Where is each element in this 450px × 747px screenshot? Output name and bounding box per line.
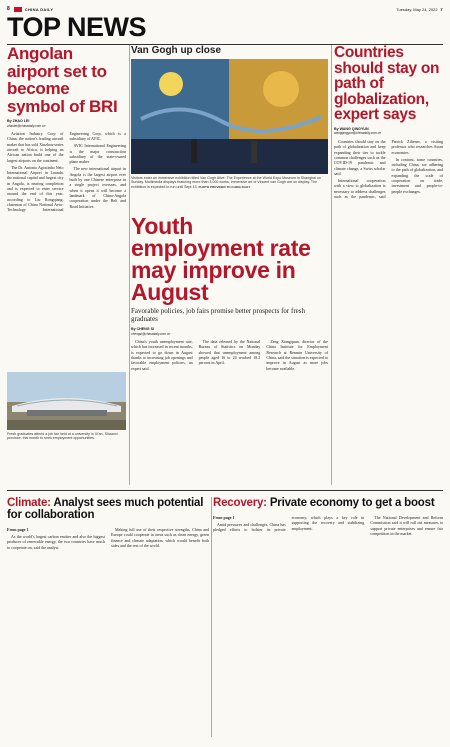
issue-date: Tuesday, May 24, 2022 [396,6,438,12]
edition-mark: T [440,6,443,12]
youth-paragraph: The data released by the National Bureau of Statistics on Monday showed that unemployment among people aged 16 to 24 reached 18.2 percent in April. [198,339,261,366]
climate-paragraph: Making full use of their respective strengths, China and Europe could cooperate in areas such as clean energy, green finance and climate adaptation, which would benefit both sides and the rest of the world. [111,527,209,549]
vangogh-photo [131,59,328,174]
youth-author: By CHENG SI [131,327,154,331]
recovery-headline[interactable] [213,497,443,509]
vangogh-title[interactable]: Van Gogh up close [131,45,222,56]
climate-headline-text: Analyst sees much potential for collaboration [7,497,204,521]
countries-headline[interactable]: Countries should stay on path of globalization, expert says [334,44,440,124]
section-rule [7,490,443,491]
angola-author: By ZHAO LEI [7,119,30,123]
china-daily-logo [14,7,22,12]
angola-headline[interactable]: Angolan airport set to become symbol of BRI [7,44,118,116]
countries-paragraph: International cooperation with a view to globalization is necessary to address challenges such as the pandemic, said Patrick Ziltener, a visiting professor who researches Asian economies. [334,138,443,199]
section-title: TOP NEWS [7,12,147,42]
countries-byline [334,127,443,136]
climate-article [7,497,209,737]
recovery-headline-text: Private economy to get a boost [266,497,435,509]
youth-byline [131,327,328,336]
angola-paragraph: The new international airport in Angola is the largest airport ever built by one Chinese enterprise in a single project overseas, and when it opens it will become a landmark of China-Angola cooperation under the Belt and Road Initiative. [69,166,126,209]
youth-email[interactable]: chengsi@chinadaily.com.cn [131,331,171,336]
page-number: 8 [7,6,10,12]
angola-paragraph: AVIC International Engineering is the major construction subsidiary of the state-owned plane maker. [69,143,126,165]
column-divider [211,497,212,737]
climate-headline[interactable] [7,497,209,521]
recovery-paragraph: The National Development and Reform Commission said it will roll out measures to support private enterprises and ensure fair competition in the market. [370,515,443,537]
vangogh-caption-text: Visitors enter an immersive exhibition titled Van Gogh Alive: The Experience at the World Expo Museum in Shanghai on Sunday. Multimedia displays featuring more than 3,000 works, immersive art of Vincent van Gogh are on display. The exhibition is expected to run until Sept 13. [131,176,321,189]
recovery-article [213,497,443,735]
recovery-paragraph: Amid pressures and challenges, China has pledged efforts to bolster its private economy, which plays a key role in supporting the recovery and stabilizing employment. [213,515,365,533]
airport-photo-caption [7,432,126,441]
recovery-headline-label: Recovery: [213,497,267,509]
youth-headline[interactable]: Youth employment rate may improve in August [131,213,311,305]
countries-body [334,139,443,479]
climate-from-page: From page 1 [7,527,29,532]
angola-paragraph: Aviation Industry Corp of China, the nation's leading aircraft maker that has sold Xinzhou-series aircraft to Africa, is helping an African nation build one of the largest airports on the continent. [7,131,64,163]
vangogh-credit: PHOTO PROVIDED TO CHINA DAILY [198,184,251,189]
recovery-from-page: From page 1 [213,515,235,520]
countries-paragraph: Countries should stay on the path of globalization and keep expanding their ties to tackle common challenges such as the COVID-19 pandemic and climate change, a Swiss scholar said. [334,138,386,177]
climate-paragraph: As the world's largest carbon emitter and also the biggest producer of renewable energy, the two countries have much to cooperate on, said the analyst. [7,533,105,550]
youth-paragraph: China's youth unemployment rate, which has increased in recent months, is expected to go down in August thanks to increasing job openings and favorable employment policies, an expert said. [131,339,193,371]
youth-paragraph: Zeng Xiangquan, director of the China Institute for Employment Research at Renmin University of China, said the situation is expected to improve in August as more jobs become available. [266,339,328,371]
airport-photo [7,372,126,430]
youth-deck: Favorable policies, job fairs promise better prospects for fresh graduates [131,307,305,323]
climate-headline-label: Climate: [7,497,51,509]
column-divider [331,45,332,485]
angola-byline [7,119,126,128]
airport-photo-image [7,372,126,430]
countries-email[interactable]: wangqingyun@chinadaily.com.cn [334,131,382,136]
countries-paragraph: In contrast, some countries, including China, are adhering to the path of globalization, and expanding the scale of cooperation on trade, investment and people-to-people exchanges. [391,156,443,194]
angola-paragraph: The Dr. Antonio Agostinho Neto International Airport in Luanda, the national capital and largest city in Angola, is nearing completion and is expected to enter service around the end of this year, according to Liu Rongqiang, chairman of China National Aero-Technology International Engineering Corp, which is a subsidiary of AVIC. [7,131,126,213]
caption-text: Fresh graduates attend a job fair held at a university in Xi'an, Shaanxi province, this month to seek employment opportunities. [7,432,118,441]
recovery-body [213,515,443,735]
climate-body [7,527,209,737]
countries-author: By WANG QINGYUN [334,126,369,131]
column-divider [129,45,130,485]
vangogh-feature [131,45,328,189]
angola-email[interactable]: zhaolei@chinadaily.com.cn [7,123,46,128]
countries-article [334,45,443,479]
vangogh-caption [131,176,328,189]
brand-name: CHINA DAILY [24,6,54,12]
vangogh-photo-image [131,59,328,174]
